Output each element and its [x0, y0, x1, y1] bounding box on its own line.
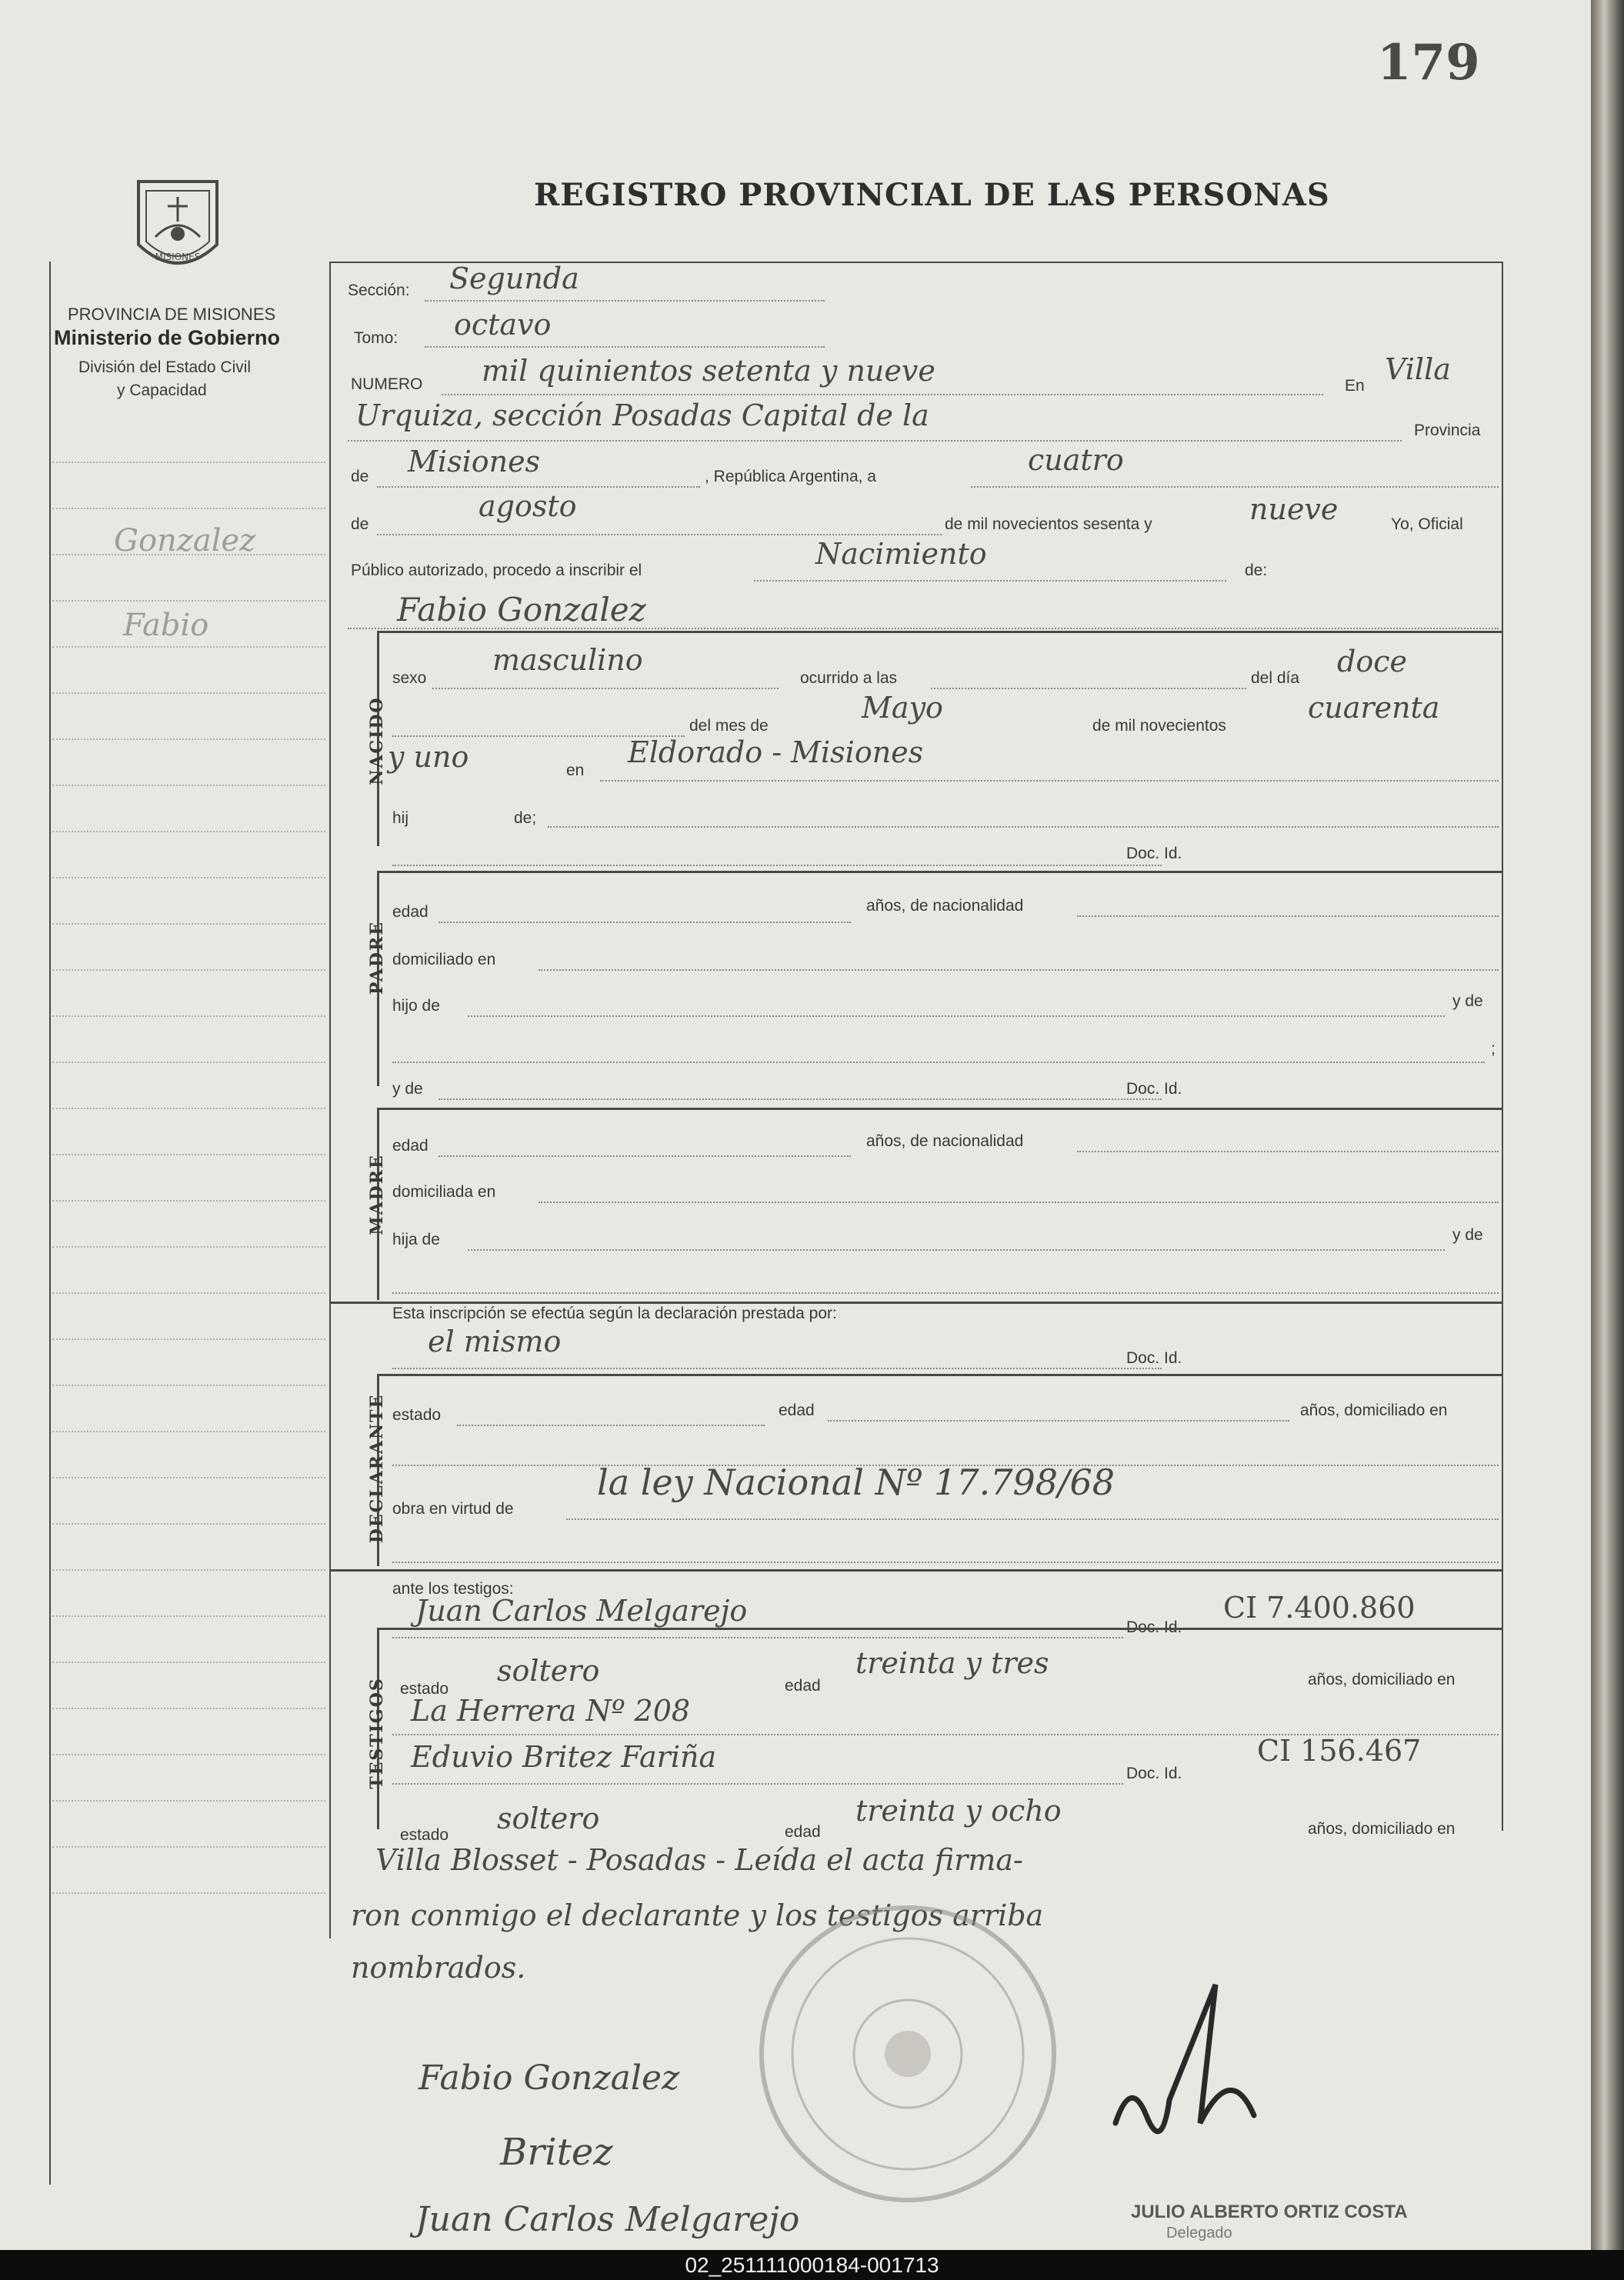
padre-top [377, 871, 1503, 873]
de-label: de [351, 468, 369, 485]
margin-rule [52, 462, 325, 463]
provincia-value: Misiones [408, 445, 541, 478]
margin-rule [52, 1754, 325, 1755]
testigo-1-name: Juan Carlos Melgarejo [415, 1594, 748, 1628]
hij-label: hij [392, 809, 409, 827]
testigo-1-estado-value: soltero [497, 1654, 600, 1688]
tomo-label: Tomo: [354, 329, 398, 347]
declarante-edad-label: edad [779, 1402, 815, 1419]
margin-rule [52, 508, 325, 509]
madre-y-de: y de [1452, 1226, 1483, 1244]
testigo-2-edad-value: treinta y ocho [855, 1794, 1062, 1828]
testigo-2-name-line [392, 1783, 1123, 1785]
publico-text: Público autorizado, procedo a inscribir el [351, 562, 642, 579]
madre-line-4 [392, 1292, 1499, 1294]
madre-section-label: MADRE [367, 1154, 387, 1235]
padre-dom-line [539, 969, 1499, 971]
mes-value: Mayo [862, 691, 943, 725]
declarante-estado-label: estado [392, 1406, 442, 1424]
margin-rule [52, 831, 325, 832]
acto-line [754, 580, 1226, 582]
margin-rule [52, 554, 325, 555]
tomo-line [425, 346, 825, 348]
nacido-doc-line [392, 865, 1162, 866]
closing-line-1: ron conmigo el declarante y los testigos arriba [351, 1898, 1044, 1932]
provincia-label: Provincia [1414, 422, 1481, 439]
padre-edad-line [439, 922, 851, 923]
declarante-estado-line [457, 1425, 765, 1426]
nacido-doc-label: Doc. Id. [1126, 845, 1182, 862]
margin-note-name: Fabio [123, 608, 209, 643]
signature-1: Fabio Gonzalez [419, 2058, 680, 2098]
place-line [348, 440, 1402, 442]
year-value: nueve [1249, 492, 1339, 526]
margin-rule [52, 1523, 325, 1525]
declarante-doc-label: Doc. Id. [1126, 1349, 1182, 1367]
declarante-por-line [392, 1368, 1162, 1369]
province-emblem [129, 168, 226, 283]
madre-top [377, 1108, 1503, 1110]
image-id-label: 02_251111000184-001713 [0, 2250, 1624, 2280]
padre-section-label: PADRE [367, 920, 387, 995]
de-label-2: de [351, 515, 369, 533]
madre-dom-line [539, 1202, 1499, 1203]
officer-signature [1100, 1969, 1285, 2154]
seccion-label: Sección: [348, 282, 410, 299]
madre-yde-line [439, 1098, 1162, 1100]
testigos-ante-label: ante los testigos: [392, 1580, 514, 1598]
officer-name: JULIO ALBERTO ORTIZ COSTA [1131, 2202, 1408, 2222]
testigo-1-domicilio-value: La Herrera Nº 208 [411, 1694, 691, 1728]
page-number: 179 [1377, 34, 1480, 92]
margin-rule [52, 738, 325, 740]
margin-rule [52, 1108, 325, 1109]
margin-note-surname: Gonzalez [114, 523, 256, 558]
division-label-1: División del Estado Civil [78, 358, 252, 376]
republica-label: , República Argentina, a [705, 468, 876, 485]
document-title: REGISTRO PROVINCIAL DE LAS PERSONAS [534, 177, 1330, 213]
nombre-value: Fabio Gonzalez [397, 591, 646, 628]
declarante-inner-top [377, 1374, 1503, 1376]
right-border [1502, 262, 1503, 1831]
signature-3: Juan Carlos Melgarejo [415, 2200, 800, 2239]
madre-y-de-label: y de [392, 1080, 423, 1098]
madre-hija-label: hija de [392, 1231, 440, 1248]
en-label: En [1345, 377, 1365, 395]
padre-nac-line [1077, 915, 1499, 917]
seccion-line [425, 300, 825, 302]
madre-nac-line [1077, 1151, 1499, 1152]
lugar-line [600, 780, 1499, 782]
month-line [377, 534, 942, 535]
margin-rule [52, 1846, 325, 1848]
testigo-1-edad-value: treinta y tres [855, 1646, 1049, 1680]
declarante-edad-line [828, 1420, 1289, 1422]
oficial-text: Yo, Oficial [1391, 515, 1463, 533]
margin-rule [52, 969, 325, 971]
ministry-label: Ministerio de Gobierno [54, 326, 281, 349]
testigos-top [329, 1569, 1503, 1572]
margin-rule [52, 1569, 325, 1571]
place-line-value: Urquiza, sección Posadas Capital de la [355, 398, 929, 432]
hora-line [931, 688, 1246, 689]
margin-rule [52, 1615, 325, 1617]
left-column-border [49, 262, 51, 2185]
province-label: PROVINCIA DE MISIONES [68, 305, 276, 324]
madre-domicilio-label: domiciliada en [392, 1183, 496, 1201]
declarante-section-label: DECLARANTE [367, 1393, 387, 1544]
division-label-2: y Capacidad [117, 382, 207, 399]
testigo-1-domicilio-label: años, domiciliado en [1308, 1671, 1456, 1688]
margin-rule [52, 1708, 325, 1709]
anio-value: cuarenta [1308, 691, 1440, 725]
padre-nacionalidad-label: años, de nacionalidad [866, 897, 1024, 915]
padre-y-de: y de [1452, 992, 1483, 1010]
testigo-1-edad-label: edad [785, 1677, 821, 1695]
day-value: cuatro [1028, 443, 1124, 477]
nacido-section-label: NACIDO [367, 696, 387, 785]
month-value: agosto [479, 489, 577, 523]
testigo-2-domicilio-label: años, domiciliado en [1308, 1820, 1456, 1838]
margin-rule [52, 1477, 325, 1478]
testigo-2-domicilio-value: Villa Blosset - Posadas - Leída el acta firma- [375, 1843, 1023, 1877]
nacido-top [377, 631, 1503, 633]
testigos-inner-top [377, 1628, 1503, 1630]
margin-rule [52, 923, 325, 925]
numero-label: NUMERO [351, 375, 423, 393]
declarante-por-value: el mismo [428, 1325, 562, 1358]
provincia-line [377, 486, 700, 488]
declarante-line-4 [392, 1562, 1499, 1563]
nombre-line [348, 628, 1499, 629]
margin-rule [52, 1662, 325, 1663]
madre-nacionalidad-label: años, de nacionalidad [866, 1132, 1024, 1150]
dia-value: doce [1337, 645, 1407, 678]
left-column-divider [329, 262, 331, 1938]
tomo-value: octavo [454, 308, 552, 342]
testigo-2-estado-label: estado [400, 1826, 449, 1844]
sexo-line [432, 688, 779, 689]
madre-edad-label: edad [392, 1137, 429, 1155]
emblem-label: MISIONES [155, 252, 201, 262]
hij-line [548, 826, 1499, 828]
mes-label: del mes de [689, 717, 769, 735]
numero-value: mil quinientos setenta y nueve [482, 354, 935, 388]
margin-rule [52, 1292, 325, 1294]
testigo-2-edad-label: edad [785, 1823, 821, 1841]
margin-rule [52, 646, 325, 648]
padre-edad-label: edad [392, 903, 429, 921]
madre-doc-label: Doc. Id. [1126, 1080, 1182, 1098]
padre-domicilio-label: domiciliado en [392, 951, 496, 968]
margin-rule [52, 1431, 325, 1432]
margin-rule [52, 785, 325, 786]
padre-semicolon: ; [1491, 1040, 1496, 1058]
margin-rule [52, 1338, 325, 1340]
declarante-intro: Esta inscripción se efectúa según la declaración prestada por: [392, 1305, 837, 1322]
officer-title: Delegado [1166, 2225, 1232, 2242]
sexo-label: sexo [392, 669, 427, 687]
hij-de-label: de; [514, 809, 537, 827]
margin-rule [52, 1062, 325, 1063]
signature-2: Britez [500, 2131, 613, 2174]
margin-rule [52, 692, 325, 694]
dia-label: del día [1251, 669, 1300, 687]
seccion-value: Segunda [449, 262, 579, 295]
margin-rule [52, 1200, 325, 1202]
padre-hijo-line [468, 1015, 1445, 1017]
margin-rule [52, 1892, 325, 1894]
margin-rule [52, 600, 325, 602]
testigo-2-estado-value: soltero [497, 1802, 600, 1835]
declarante-top [329, 1302, 1503, 1304]
padre-hijo-label: hijo de [392, 997, 440, 1015]
testigo-1-doc-value: CI 7.400.860 [1223, 1591, 1416, 1625]
day-line [971, 486, 1499, 488]
madre-hija-line [468, 1249, 1445, 1251]
declarante-domicilio-label: años, domiciliado en [1300, 1402, 1448, 1419]
declarante-obra-value: la ley Nacional Nº 17.798/68 [597, 1462, 1115, 1503]
margin-rule [52, 1385, 325, 1386]
margin-rule [52, 1800, 325, 1802]
declarante-obra-line [566, 1518, 1499, 1520]
testigo-2-name: Eduvio Britez Fariña [411, 1740, 717, 1774]
padre-line-4 [392, 1062, 1485, 1063]
closing-line-2: nombrados. [351, 1951, 526, 1985]
testigo-1-name-line [392, 1637, 1123, 1638]
numero-line [442, 394, 1323, 395]
sexo-value: masculino [492, 643, 643, 677]
testigo-2-doc-value: CI 156.467 [1257, 1734, 1422, 1768]
ocurrido-label: ocurrido a las [800, 669, 898, 687]
margin-rule [52, 877, 325, 878]
margin-rule [52, 1015, 325, 1017]
madre-edad-line [439, 1155, 851, 1157]
anio-value-2: y uno [388, 740, 469, 774]
mil-label: de mil novecientos [1092, 717, 1226, 735]
testigo-1-estado-label: estado [400, 1680, 449, 1698]
testigos-section-label: TESTIGOS [367, 1677, 387, 1789]
testigo-2-doc-label: Doc. Id. [1126, 1765, 1182, 1782]
year-text: de mil novecientos sesenta y [945, 515, 1152, 533]
acto-value: Nacimiento [815, 537, 987, 571]
book-binding-edge [1591, 0, 1624, 2250]
en-value: Villa [1385, 352, 1451, 386]
margin-rule [52, 1154, 325, 1155]
official-seal [754, 1900, 1062, 2208]
de-colon: de: [1245, 562, 1268, 579]
en-label-nacido: en [566, 762, 585, 779]
lugar-value: Eldorado - Misiones [628, 735, 924, 769]
declarante-obra-label: obra en virtud de [392, 1500, 514, 1518]
margin-rule [52, 1246, 325, 1248]
